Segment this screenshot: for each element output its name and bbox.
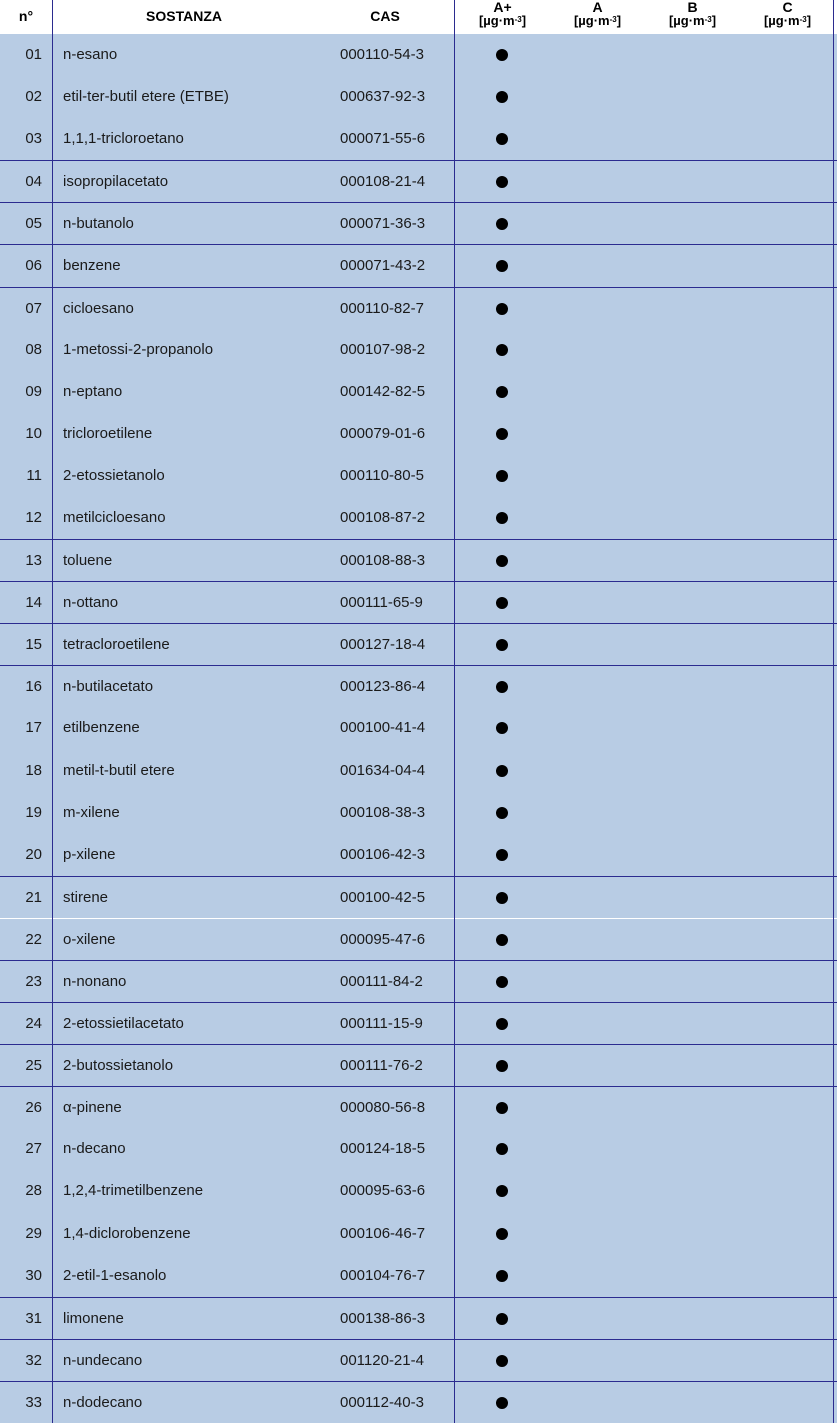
substance-name: benzene [63,257,121,274]
cas-number: 000100-42-5 [340,889,426,906]
table-row [0,539,837,581]
class-marker-icon [496,91,508,103]
class-marker-icon [496,1397,508,1409]
substance-name: etilbenzene [63,719,140,736]
row-number: 09 [25,383,42,400]
class-marker-icon [496,681,508,693]
row-number: 17 [25,719,42,736]
row-number: 23 [25,973,42,990]
table-row [0,665,837,707]
class-marker-icon [496,176,508,188]
class-marker-icon [496,260,508,272]
row-number: 16 [25,678,42,695]
table-row [0,118,837,160]
row-number: 20 [25,846,42,863]
cas-number: 000108-38-3 [340,804,426,821]
row-number: 26 [25,1099,42,1116]
row-number: 14 [25,594,42,611]
header-class-a: A $[\mu g\cdot m^{-3}]$ [573,0,622,28]
substance-name: cicloesano [63,300,134,317]
substance-name: 1,1,1-tricloroetano [63,130,184,147]
row-number: 25 [25,1057,42,1074]
column-divider [454,0,455,1423]
row-number: 24 [25,1015,42,1032]
cas-number: 000108-87-2 [340,509,426,526]
cas-number: 000104-76-7 [340,1267,426,1284]
cas-number: 000080-56-8 [340,1099,426,1116]
class-marker-icon [496,303,508,315]
row-number: 27 [25,1140,42,1157]
table-row [0,960,837,1002]
cas-number: 000071-43-2 [340,257,426,274]
substance-name: 2-etil-1-esanolo [63,1267,167,1284]
class-marker-icon [496,849,508,861]
substance-name: n-butanolo [63,215,134,232]
cas-number: 000123-86-4 [340,678,426,695]
substance-name: n-butilacetato [63,678,154,695]
cas-number: 000110-80-5 [340,467,424,484]
row-number: 02 [25,88,42,105]
substance-name: isopropilacetato [63,173,169,190]
row-number: 22 [25,931,42,948]
class-marker-icon [496,934,508,946]
class-marker-icon [496,765,508,777]
table-row [0,1044,837,1086]
class-marker-icon [496,1228,508,1240]
cas-number: 000127-18-4 [340,636,426,653]
cas-number: 000079-01-6 [340,425,426,442]
table-row [0,1002,837,1044]
column-divider [833,0,834,1423]
table-row [0,1170,837,1212]
table-row [0,371,837,413]
class-marker-icon [496,1313,508,1325]
row-number: 03 [25,130,42,147]
table-row [0,1086,837,1128]
row-number: 33 [25,1394,42,1411]
table-row [0,581,837,623]
substance-name: 1-metossi-2-propanolo [63,341,214,358]
class-marker-icon [496,892,508,904]
row-number: 01 [25,46,42,63]
substance-name: n-ottano [63,594,119,611]
substance-name: α-pinene [63,1099,122,1116]
substance-name: stirene [63,889,109,906]
class-marker-icon [496,555,508,567]
row-number: 11 [26,467,42,484]
header-class-b: B $[\mu g\cdot m^{-3}]$ [668,0,717,28]
table-row [0,160,837,202]
row-number: 08 [25,341,42,358]
row-number: 28 [25,1182,42,1199]
substance-name: 2-butossietanolo [63,1057,174,1074]
substance-name: metil-t-butil etere [63,762,175,779]
cas-number: 000111-15-9 [340,1015,423,1032]
substance-name: n-decano [63,1140,126,1157]
cas-number: 000124-18-5 [340,1140,426,1157]
class-marker-icon [496,597,508,609]
class-marker-icon [496,639,508,651]
row-number: 32 [25,1352,42,1369]
class-marker-icon [496,133,508,145]
header-class-aplus: A+ $[\mu g\cdot m^{-3}]$ [478,0,527,28]
row-number: 05 [25,215,42,232]
table-row [0,497,837,539]
row-number: 21 [25,889,42,906]
substance-name: limonene [63,1310,124,1327]
substance-name: metilcicloesano [63,509,166,526]
cas-number: 000111-84-2 [340,973,423,990]
cas-number: 000112-40-3 [340,1394,424,1411]
substance-name: n-undecano [63,1352,143,1369]
table-row [0,834,837,876]
class-marker-icon [496,976,508,988]
class-marker-icon [496,386,508,398]
class-marker-icon [496,1355,508,1367]
table-row [0,750,837,792]
row-number: 30 [25,1267,42,1284]
header-cas: CAS [370,8,400,24]
row-number: 15 [25,636,42,653]
table-row [0,918,837,960]
table-row [0,1255,837,1297]
substance-name: n-esano [63,46,118,63]
class-marker-icon [496,49,508,61]
cas-number: 000138-86-3 [340,1310,426,1327]
substance-name: n-eptano [63,383,123,400]
table-row [0,876,837,918]
row-number: 13 [25,552,42,569]
cas-number: 001120-21-4 [340,1352,424,1369]
substance-name: tetracloroetilene [63,636,170,653]
header-class-c: C $[\mu g\cdot m^{-3}]$ [763,0,812,28]
table-row [0,1128,837,1170]
class-marker-icon [496,1018,508,1030]
header-number: n° [18,8,34,24]
class-marker-icon [496,470,508,482]
substance-name: tricloroetilene [63,425,153,442]
row-number: 10 [25,425,42,442]
cas-number: 000095-47-6 [340,931,426,948]
substance-name: o-xilene [63,931,116,948]
substance-name: p-xilene [63,846,116,863]
table-row [0,1381,837,1423]
class-marker-icon [496,1143,508,1155]
cas-number: 000637-92-3 [340,88,426,105]
table-body [0,34,837,1423]
cas-number: 000142-82-5 [340,383,426,400]
cas-number: 000107-98-2 [340,341,426,358]
class-marker-icon [496,807,508,819]
row-number: 06 [25,257,42,274]
header-substance: SOSTANZA [146,8,222,24]
substance-name: 2-etossietilacetato [63,1015,184,1032]
row-number: 04 [25,173,42,190]
table-row [0,287,837,329]
cas-number: 000100-41-4 [340,719,426,736]
substance-name: n-dodecano [63,1394,143,1411]
row-number: 18 [25,762,42,779]
cas-number: 000110-82-7 [340,300,424,317]
table-row [0,329,837,371]
substance-name: 1,2,4-trimetilbenzene [63,1182,204,1199]
cas-number: 000111-76-2 [340,1057,423,1074]
cas-number: 000110-54-3 [340,46,424,63]
table-row [0,707,837,749]
substance-name: 2-etossietanolo [63,467,165,484]
class-marker-icon [496,428,508,440]
cas-number: 000106-46-7 [340,1225,426,1242]
row-number: 07 [25,300,42,317]
substance-name: m-xilene [63,804,120,821]
cas-number: 000071-55-6 [340,130,426,147]
row-number: 31 [25,1310,42,1327]
column-divider [52,0,53,1423]
class-marker-icon [496,1185,508,1197]
table-row [0,1297,837,1339]
table-row [0,1339,837,1381]
row-number: 19 [25,804,42,821]
cas-number: 001634-04-4 [340,762,426,779]
cas-number: 000111-65-9 [340,594,423,611]
table-row [0,455,837,497]
substance-name: toluene [63,552,113,569]
substance-name: etil-ter-butil etere (ETBE) [63,88,229,105]
substance-name: n-nonano [63,973,127,990]
table-header [0,0,837,35]
cas-number: 000108-88-3 [340,552,426,569]
cas-number: 000095-63-6 [340,1182,426,1199]
class-marker-icon [496,344,508,356]
table-row [0,76,837,118]
table-row [0,1213,837,1255]
table-row [0,413,837,455]
substance-name: 1,4-diclorobenzene [63,1225,191,1242]
class-marker-icon [496,218,508,230]
cas-number: 000071-36-3 [340,215,426,232]
table-row [0,202,837,244]
table-row [0,34,837,76]
row-number: 29 [25,1225,42,1242]
class-marker-icon [496,1102,508,1114]
table-row [0,623,837,665]
table-row [0,792,837,834]
row-number: 12 [25,509,42,526]
class-marker-icon [496,722,508,734]
table-row [0,244,837,286]
class-marker-icon [496,1060,508,1072]
cas-number: 000108-21-4 [340,173,426,190]
cas-number: 000106-42-3 [340,846,426,863]
class-marker-icon [496,1270,508,1282]
class-marker-icon [496,512,508,524]
